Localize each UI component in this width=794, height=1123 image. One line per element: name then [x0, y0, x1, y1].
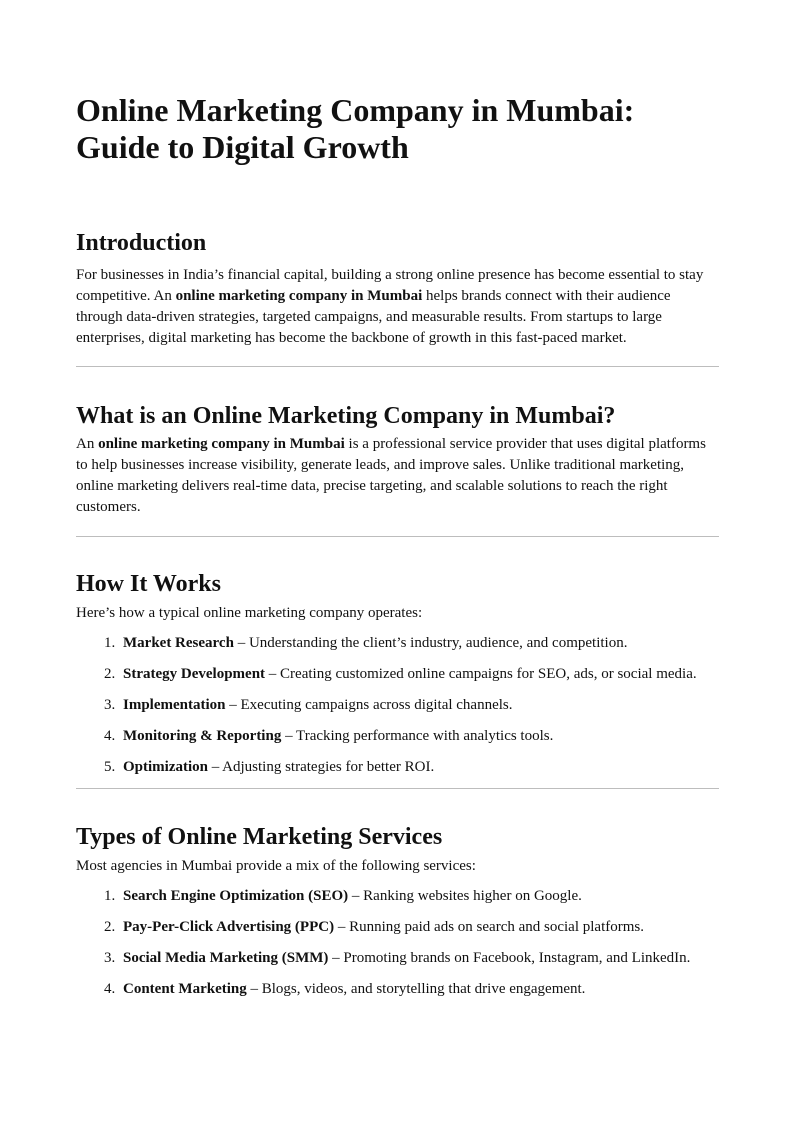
list-item: 3. Social Media Marketing (SMM) – Promoting brands on Facebook, Instagram, and LinkedIn. [104, 950, 691, 966]
section-divider [76, 536, 719, 537]
section-heading: Introduction [76, 230, 207, 256]
article [76, 92, 719, 1010]
list-item: 4. Content Marketing – Blogs, videos, and storytelling that drive engagement. [104, 981, 586, 997]
section-heading: What is an Online Marketing Company in Mumbai? [76, 403, 616, 429]
section-divider [76, 788, 719, 789]
section-heading: How It Works [76, 571, 221, 597]
page-title: Online Marketing Company in Mumbai: Guide to Digital Growth [76, 92, 635, 165]
section-intro: Most agencies in Mumbai provide a mix of the following services: [76, 858, 476, 874]
section-introduction [76, 229, 719, 349]
list-item: 1. Market Research – Understanding the client’s industry, audience, and competition. [104, 635, 628, 651]
bold-phrase: online marketing company in Mumbai [98, 436, 345, 452]
section-paragraph: For businesses in India’s financial capital, building a strong online presence has become essential to stay competitive. An online marketing company in Mumbai helps brands connect with their audience through data-driven strategies, targeted campaigns, and measurable results. From startups to large enterprises, digital marketing has become the backbone of growth in this fast-paced market. [76, 267, 704, 346]
numbered-list [76, 886, 719, 1000]
list-item: 3. Implementation – Executing campaigns across digital channels. [104, 697, 513, 713]
section-divider [76, 366, 719, 367]
section-types-of-services [76, 823, 719, 1000]
bold-phrase: online marketing company in Mumbai [175, 288, 423, 304]
section-how-it-works [76, 570, 719, 778]
section-intro: Here’s how a typical online marketing company operates: [76, 605, 423, 621]
list-item: 1. Search Engine Optimization (SEO) – Ranking websites higher on Google. [104, 888, 582, 904]
list-item: 2. Pay-Per-Click Advertising (PPC) – Running paid ads on search and social platforms. [104, 919, 644, 935]
section-what-is [76, 402, 719, 518]
numbered-list [76, 633, 719, 778]
list-item: 5. Optimization – Adjusting strategies for better ROI. [104, 759, 435, 775]
list-item: 2. Strategy Development – Creating customized online campaigns for SEO, ads, or social media. [104, 666, 697, 682]
section-heading: Types of Online Marketing Services [76, 824, 443, 850]
list-item: 4. Monitoring & Reporting – Tracking performance with analytics tools. [104, 728, 554, 744]
section-paragraph: An online marketing company in Mumbai is a professional service provider that uses digital platforms to help businesses increase visibility, generate leads, and improve sales. Unlike traditional marketing, online marketing delivers real-time data, precise targeting, and scalable solutions to reach the right customers. [76, 436, 706, 515]
